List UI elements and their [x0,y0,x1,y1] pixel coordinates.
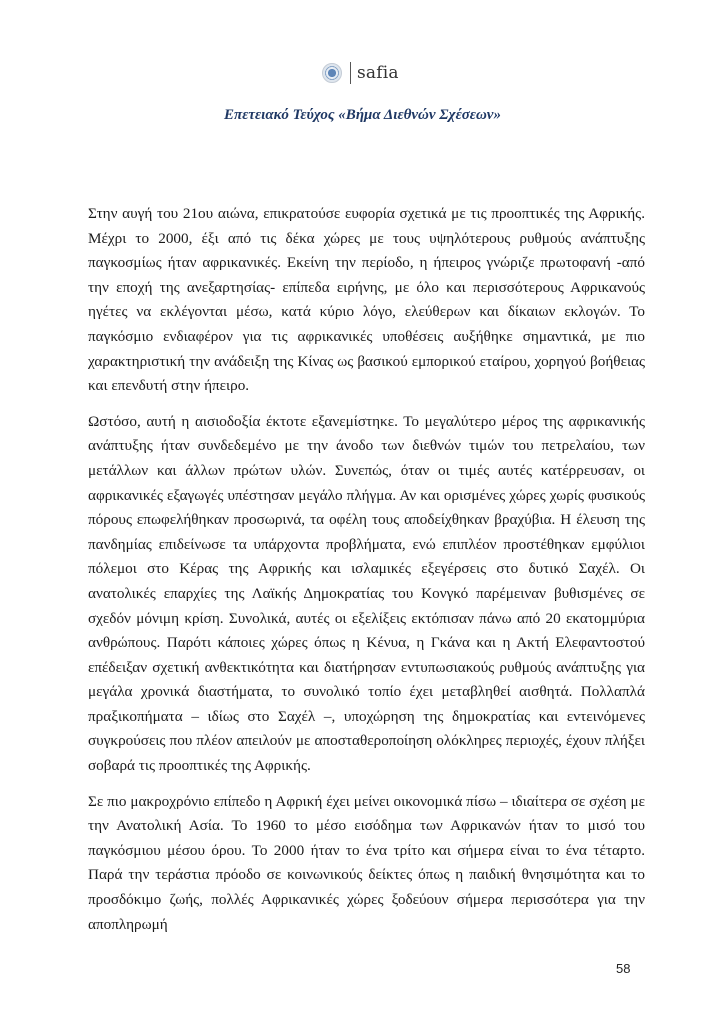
publication-title: Επετειακό Τεύχος «Βήμα Διεθνών Σχέσεων» [224,107,501,123]
publisher-logo [322,60,399,86]
logo-text: safia [357,63,399,83]
paragraph: Στην αυγή του 21ου αιώνα, επικρατούσε ευφορία σχετικά με τις προοπτικές της Αφρικής. Μέχρι το 2000, έξι από τις δέκα χώρες με τους υψηλότερους ρυθμούς ανάπτυξης παγκοσμίως ήταν αφρικανικές. Εκείνη την περίοδο, η ήπειρος γνώριζε πρωτοφανή -από την εποχή της ανεξαρτησίας- επίπεδα ειρήνης, με όλο και περισσότερους Αφρικανούς ηγέτες να εκλέγονται μέσω, κατά κύριο λόγο, ελεύθερων και δίκαιων εκλογών. Το παγκόσμιο ενδιαφέρον για τις αφρικανικές υποθέσεις αυξήθηκε σημαντικά, με πιο χαρακτηριστική την ανάδειξη της Κίνας ως βασικού εμπορικού εταίρου, χορηγού βοήθειας και επενδυτή στην ήπειρο. [88,205,645,395]
article-body [88,202,645,948]
page-number: 58 [616,961,631,976]
logo-divider [350,62,351,84]
paragraph: Σε πιο μακροχρόνιο επίπεδο η Αφρική έχει μείνει οικονομικά πίσω – ιδιαίτερα σε σχέση με την Ανατολική Ασία. Το 1960 το μέσο εισόδημα των Αφρικανών ήταν το μισό του παγκόσμιου μέσου όρου. Το 2000 ήταν το ένα τρίτο και σήμερα είναι το ένα τέταρτο. Παρά την τεράστια πρόοδο σε κοινωνικούς δείκτες όπως η παιδική θνησιμότητα και το προσδόκιμο ζωής, πολλές Αφρικανικές χώρες ξοδεύουν σήμερα περισσότερα για την αποπληρωμή [88,792,645,933]
paragraph: Ωστόσο, αυτή η αισιοδοξία έκτοτε εξανεμίστηκε. Το μεγαλύτερο μέρος της αφρικανικής ανάπτυξης ήταν συνδεδεμένο με την άνοδο των διεθνών τιμών του πετρελαίου, των μετάλλων και άλλων πρώτων υλών. Συνεπώς, όταν οι τιμές αυτές κατέρρευσαν, οι αφρικανικές εξαγωγές υπέστησαν μεγάλο πλήγμα. Αν και ορισμένες χώρες χωρίς φυσικούς πόρους επωφελήθηκαν προσωρινά, τα οφέλη τους αποδείχθηκαν βραχύβια. Η έλευση της πανδημίας επιδείνωσε τα υπάρχοντα προβλήματα, ενώ επιπλέον προστέθηκαν εμφύλιοι πόλεμοι στο Κέρας της Αφρικής και ισλαμικές εξεγέρσεις στο δυτικό Σαχέλ. Οι ανατολικές επαρχίες της Λαϊκής Δημοκρατίας του Κονγκό παρέμειναν βυθισμένες σε σχεδόν μόνιμη κρίση. Συνολικά, αυτές οι εξελίξεις εκτόπισαν πάνω από 20 εκατομμύρια ανθρώπους. Παρότι κάποιες χώρες όπως η Κένυα, η Γκάνα και η Ακτή Ελεφαντοστού επέδειξαν σχετική ανθεκτικότητα και διατήρησαν εντυπωσιακούς ρυθμούς ανάπτυξης για μεγάλα χρονικά διαστήματα, το συνολικό τοπίο έχει μεταβληθεί αισθητά. Πολλαπλά πραξικοπήματα – ιδίως στο Σαχέλ –, υποχώρηση της δημοκρατίας και εντεινόμενες συγκρούσεις που πλέον απειλούν με αποσταθεροποίηση ολόκληρες περιοχές, έχουν πλήξει σοβαρά τις προοπτικές της Αφρικής. [88,412,645,775]
seal-icon [322,63,342,83]
